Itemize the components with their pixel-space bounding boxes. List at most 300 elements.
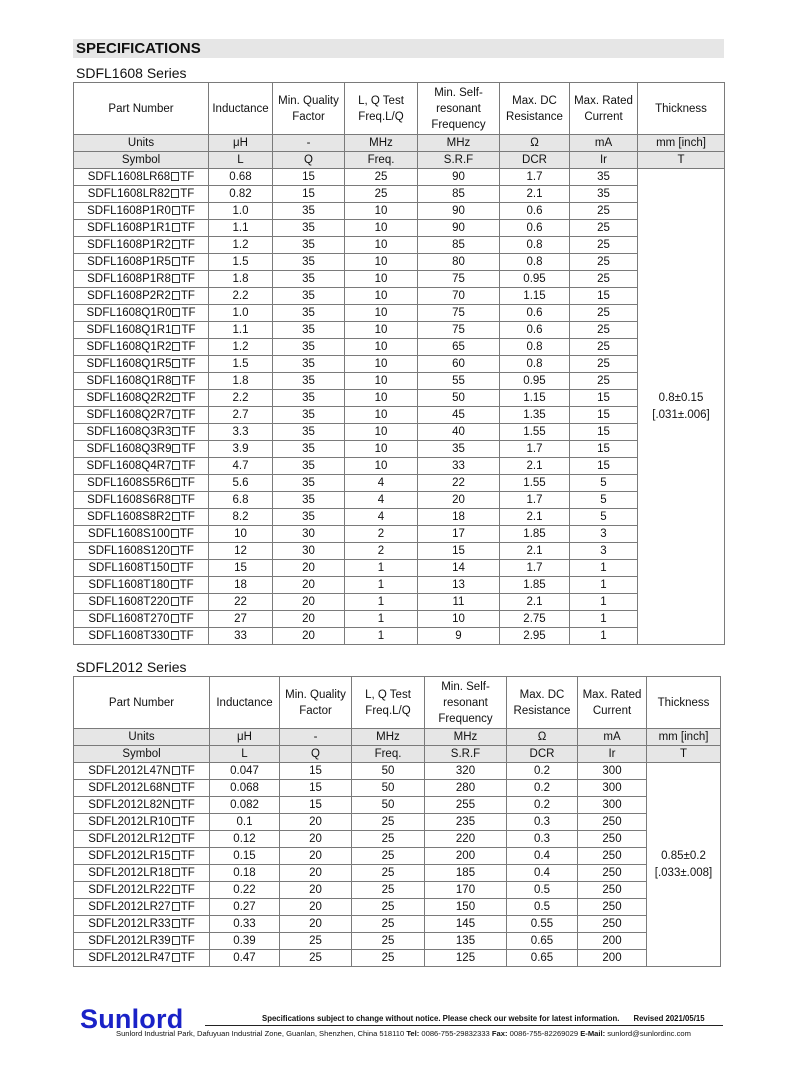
- part-number-cell: [74, 509, 209, 526]
- tolerance-box-icon: [172, 817, 180, 826]
- part-number-cell: [74, 628, 209, 645]
- dcr-cell: 0.6: [500, 203, 570, 220]
- rated-current-cell: 300: [578, 763, 647, 780]
- units-test-freq: MHz: [352, 729, 425, 746]
- part-prefix: SDFL1608S5R6: [87, 476, 171, 489]
- symbol-inductance: L: [209, 152, 273, 169]
- inductance-cell: 18: [209, 577, 273, 594]
- quality-factor-cell: 15: [280, 780, 352, 797]
- tolerance-box-icon: [172, 393, 180, 402]
- inductance-cell: 1.8: [209, 373, 273, 390]
- inductance-cell: 0.082: [210, 797, 280, 814]
- dcr-cell: 1.35: [500, 407, 570, 424]
- units-quality-factor: -: [273, 135, 345, 152]
- part-number-cell: [74, 543, 209, 560]
- part-suffix: TF: [179, 578, 194, 591]
- test-freq-cell: 10: [345, 339, 418, 356]
- part-prefix: SDFL1608S6R8: [87, 493, 171, 506]
- tolerance-box-icon: [172, 834, 180, 843]
- part-prefix: SDFL1608P1R5: [87, 255, 171, 268]
- rated-current-cell: 5: [570, 492, 638, 509]
- test-freq-cell: 1: [345, 594, 418, 611]
- quality-factor-cell: 20: [280, 831, 352, 848]
- part-number-cell: [74, 271, 209, 288]
- tolerance-box-icon: [172, 783, 180, 792]
- test-freq-cell: 1: [345, 628, 418, 645]
- rated-current-cell: 25: [570, 271, 638, 288]
- test-freq-cell: 50: [352, 797, 425, 814]
- sunlord-logo: Sunlord: [80, 1004, 184, 1034]
- test-freq-cell: 10: [345, 288, 418, 305]
- part-prefix: SDFL1608S8R2: [87, 510, 171, 523]
- table-row: [74, 526, 725, 543]
- inductance-cell: 1.1: [209, 220, 273, 237]
- part-number-cell: [74, 526, 209, 543]
- symbol-inductance: L: [210, 746, 280, 763]
- tolerance-box-icon: [172, 919, 180, 928]
- quality-factor-cell: 30: [273, 543, 345, 560]
- part-suffix: TF: [180, 934, 195, 947]
- units-row: [74, 729, 721, 746]
- tolerance-box-icon: [171, 529, 179, 538]
- fax-label: Fax:: [491, 1029, 508, 1038]
- test-freq-cell: 25: [352, 865, 425, 882]
- part-prefix: SDFL2012LR27: [88, 900, 171, 913]
- part-suffix: TF: [180, 289, 195, 302]
- part-prefix: SDFL2012LR47: [88, 951, 171, 964]
- quality-factor-cell: 35: [273, 407, 345, 424]
- dcr-cell: 0.8: [500, 254, 570, 271]
- symbol-row: [74, 152, 725, 169]
- test-freq-cell: 25: [352, 916, 425, 933]
- rated-current-cell: 25: [570, 254, 638, 271]
- table-row: [74, 950, 721, 967]
- specifications-heading: SPECIFICATIONS: [76, 40, 201, 57]
- quality-factor-cell: 20: [280, 899, 352, 916]
- dcr-cell: 0.5: [507, 882, 578, 899]
- units-part-number: Units: [74, 729, 210, 746]
- part-prefix: SDFL1608Q3R3: [86, 425, 172, 438]
- tolerance-box-icon: [172, 444, 180, 453]
- test-freq-cell: 10: [345, 424, 418, 441]
- test-freq-cell: 25: [352, 882, 425, 899]
- rated-current-cell: 250: [578, 865, 647, 882]
- tolerance-box-icon: [171, 614, 179, 623]
- part-suffix: TF: [180, 849, 195, 862]
- part-suffix: TF: [180, 798, 195, 811]
- part-number-cell: [74, 611, 209, 628]
- revised-date: Revised 2021/05/15: [633, 1014, 705, 1023]
- test-freq-cell: 2: [345, 526, 418, 543]
- email-label: E-Mail:: [580, 1029, 606, 1038]
- table-row: [74, 865, 721, 882]
- part-suffix: TF: [180, 951, 195, 964]
- units-test-freq: MHz: [345, 135, 418, 152]
- rated-current-cell: 3: [570, 526, 638, 543]
- srf-cell: 90: [418, 203, 500, 220]
- srf-cell: 15: [418, 543, 500, 560]
- inductance-cell: 22: [209, 594, 273, 611]
- tolerance-box-icon: [172, 885, 180, 894]
- dcr-cell: 0.6: [500, 305, 570, 322]
- inductance-cell: 0.068: [210, 780, 280, 797]
- quality-factor-cell: 35: [273, 220, 345, 237]
- tolerance-box-icon: [171, 597, 179, 606]
- rated-current-cell: 5: [570, 509, 638, 526]
- part-number-cell: [74, 865, 210, 882]
- dcr-cell: 0.6: [500, 220, 570, 237]
- symbol-srf: S.R.F: [418, 152, 500, 169]
- inductance-cell: 2.7: [209, 407, 273, 424]
- tolerance-box-icon: [172, 291, 180, 300]
- thickness-inch: [.033±.008]: [654, 866, 713, 879]
- thickness-mm: 0.8±0.15: [658, 391, 704, 404]
- inductance-cell: 6.8: [209, 492, 273, 509]
- table-row: [74, 899, 721, 916]
- test-freq-cell: 50: [352, 780, 425, 797]
- table-row: [74, 628, 725, 645]
- units-thickness: mm [inch]: [647, 729, 721, 746]
- srf-cell: 45: [418, 407, 500, 424]
- rated-current-cell: 25: [570, 339, 638, 356]
- quality-factor-cell: 20: [280, 882, 352, 899]
- symbol-row: [74, 746, 721, 763]
- quality-factor-cell: 15: [273, 169, 345, 186]
- part-suffix: TF: [180, 476, 195, 489]
- tolerance-box-icon: [172, 342, 180, 351]
- part-number-cell: [74, 916, 210, 933]
- part-number-cell: [74, 831, 210, 848]
- rated-current-cell: 35: [570, 169, 638, 186]
- quality-factor-cell: 20: [273, 628, 345, 645]
- units-dcr: Ω: [500, 135, 570, 152]
- inductance-cell: 0.15: [210, 848, 280, 865]
- part-prefix: SDFL1608T150: [88, 561, 170, 574]
- part-prefix: SDFL1608T220: [88, 595, 170, 608]
- part-suffix: TF: [181, 374, 196, 387]
- inductance-cell: 0.33: [210, 916, 280, 933]
- table-row: [74, 780, 721, 797]
- part-prefix: SDFL2012LR39: [88, 934, 171, 947]
- inductance-cell: 5.6: [209, 475, 273, 492]
- symbol-test-freq: Freq.: [352, 746, 425, 763]
- srf-cell: 75: [418, 322, 500, 339]
- header-rated-current: Max. Rated Current: [570, 83, 638, 135]
- units-rated-current: mA: [570, 135, 638, 152]
- part-number-cell: [74, 492, 209, 509]
- part-prefix: SDFL1608Q1R8: [86, 374, 172, 387]
- test-freq-cell: 25: [352, 899, 425, 916]
- header-inductance: Inductance: [209, 83, 273, 135]
- rated-current-cell: 250: [578, 831, 647, 848]
- tel-value: 0086-755-29832333: [421, 1029, 490, 1038]
- srf-cell: 50: [418, 390, 500, 407]
- dcr-cell: 1.55: [500, 475, 570, 492]
- part-number-cell: [74, 407, 209, 424]
- table-header-row: [74, 83, 725, 135]
- test-freq-cell: 10: [345, 407, 418, 424]
- header-quality-factor: Min. Quality Factor: [280, 677, 352, 729]
- inductance-cell: 4.7: [209, 458, 273, 475]
- part-suffix: TF: [180, 493, 195, 506]
- rated-current-cell: 25: [570, 203, 638, 220]
- tolerance-box-icon: [172, 936, 180, 945]
- part-suffix: TF: [181, 323, 196, 336]
- quality-factor-cell: 30: [273, 526, 345, 543]
- dcr-cell: 1.15: [500, 288, 570, 305]
- tolerance-box-icon: [172, 851, 180, 860]
- series-title-sdfl1608: SDFL1608 Series: [76, 65, 187, 81]
- part-number-cell: [74, 899, 210, 916]
- table-row: [74, 797, 721, 814]
- tel-label: Tel:: [406, 1029, 420, 1038]
- table-row: [74, 475, 725, 492]
- rated-current-cell: 15: [570, 424, 638, 441]
- part-number-cell: [74, 186, 209, 203]
- test-freq-cell: 2: [345, 543, 418, 560]
- part-suffix: TF: [179, 629, 194, 642]
- rated-current-cell: 25: [570, 356, 638, 373]
- units-row: [74, 135, 725, 152]
- tolerance-box-icon: [172, 800, 180, 809]
- test-freq-cell: 4: [345, 492, 418, 509]
- part-number-cell: [74, 254, 209, 271]
- part-suffix: TF: [180, 815, 195, 828]
- table-row: [74, 594, 725, 611]
- header-test-freq: L, Q Test Freq.L/Q: [345, 83, 418, 135]
- rated-current-cell: 1: [570, 577, 638, 594]
- rated-current-cell: 1: [570, 611, 638, 628]
- quality-factor-cell: 20: [280, 814, 352, 831]
- quality-factor-cell: 20: [280, 848, 352, 865]
- test-freq-cell: 25: [345, 169, 418, 186]
- part-prefix: SDFL1608P2R2: [87, 289, 171, 302]
- test-freq-cell: 10: [345, 254, 418, 271]
- table-row: [74, 288, 725, 305]
- srf-cell: 60: [418, 356, 500, 373]
- notice-text: Specifications subject to change without notice. Please check our website for latest information.: [262, 1014, 620, 1023]
- part-suffix: TF: [180, 917, 195, 930]
- thickness-cell: [647, 763, 721, 967]
- rated-current-cell: 250: [578, 814, 647, 831]
- table-row: [74, 933, 721, 950]
- table-row: [74, 339, 725, 356]
- srf-cell: 13: [418, 577, 500, 594]
- footer-address: [116, 1029, 691, 1038]
- inductance-cell: 8.2: [209, 509, 273, 526]
- part-prefix: SDFL1608LR82: [87, 187, 171, 200]
- dcr-cell: 2.1: [500, 186, 570, 203]
- part-number-cell: [74, 458, 209, 475]
- part-number-cell: [74, 288, 209, 305]
- part-suffix: TF: [179, 595, 194, 608]
- tolerance-box-icon: [171, 580, 179, 589]
- tolerance-box-icon: [171, 631, 179, 640]
- tolerance-box-icon: [172, 427, 180, 436]
- tolerance-box-icon: [172, 308, 180, 317]
- test-freq-cell: 10: [345, 271, 418, 288]
- quality-factor-cell: 20: [280, 916, 352, 933]
- part-suffix: TF: [181, 340, 196, 353]
- part-suffix: TF: [181, 442, 196, 455]
- table-row: [74, 509, 725, 526]
- dcr-cell: 0.8: [500, 237, 570, 254]
- quality-factor-cell: 15: [280, 797, 352, 814]
- thickness-cell: [638, 169, 725, 645]
- part-suffix: TF: [179, 561, 194, 574]
- part-number-cell: [74, 577, 209, 594]
- rated-current-cell: 200: [578, 933, 647, 950]
- table-row: [74, 254, 725, 271]
- quality-factor-cell: 25: [280, 950, 352, 967]
- rated-current-cell: 15: [570, 441, 638, 458]
- part-suffix: TF: [180, 883, 195, 896]
- part-number-cell: [74, 814, 210, 831]
- part-number-cell: [74, 305, 209, 322]
- part-suffix: TF: [179, 527, 194, 540]
- header-part-number: Part Number: [74, 83, 209, 135]
- quality-factor-cell: 35: [273, 441, 345, 458]
- part-number-cell: [74, 220, 209, 237]
- symbol-part-number: Symbol: [74, 746, 210, 763]
- inductance-cell: 10: [209, 526, 273, 543]
- dcr-cell: 0.65: [507, 950, 578, 967]
- table-row: [74, 543, 725, 560]
- tolerance-box-icon: [172, 376, 180, 385]
- srf-cell: 235: [425, 814, 507, 831]
- table-row: [74, 424, 725, 441]
- inductance-cell: 1.1: [209, 322, 273, 339]
- series-title-sdfl2012: SDFL2012 Series: [76, 659, 187, 675]
- srf-cell: 65: [418, 339, 500, 356]
- part-prefix: SDFL1608Q2R2: [86, 391, 172, 404]
- part-number-cell: [74, 424, 209, 441]
- inductance-cell: 1.2: [209, 237, 273, 254]
- footer-divider: [205, 1025, 723, 1026]
- units-rated-current: mA: [578, 729, 647, 746]
- quality-factor-cell: 20: [280, 865, 352, 882]
- address-text: Sunlord Industrial Park, Dafuyuan Industrial Zone, Guanlan, Shenzhen, China 518110: [116, 1029, 405, 1038]
- table-row: [74, 186, 725, 203]
- part-number-cell: [74, 933, 210, 950]
- units-inductance: μH: [210, 729, 280, 746]
- test-freq-cell: 1: [345, 611, 418, 628]
- srf-cell: 11: [418, 594, 500, 611]
- quality-factor-cell: 20: [273, 594, 345, 611]
- dcr-cell: 2.1: [500, 594, 570, 611]
- inductance-cell: 15: [209, 560, 273, 577]
- header-test-freq: L, Q Test Freq.L/Q: [352, 677, 425, 729]
- dcr-cell: 2.1: [500, 543, 570, 560]
- tolerance-box-icon: [171, 546, 179, 555]
- dcr-cell: 0.95: [500, 271, 570, 288]
- srf-cell: 255: [425, 797, 507, 814]
- tolerance-box-icon: [172, 868, 180, 877]
- tolerance-box-icon: [171, 189, 179, 198]
- tolerance-box-icon: [172, 953, 180, 962]
- dcr-cell: 2.1: [500, 458, 570, 475]
- inductance-cell: 0.1: [210, 814, 280, 831]
- srf-cell: 35: [418, 441, 500, 458]
- part-number-cell: [74, 203, 209, 220]
- test-freq-cell: 10: [345, 305, 418, 322]
- srf-cell: 135: [425, 933, 507, 950]
- part-prefix: SDFL1608Q1R5: [86, 357, 172, 370]
- srf-cell: 200: [425, 848, 507, 865]
- quality-factor-cell: 35: [273, 203, 345, 220]
- dcr-cell: 0.95: [500, 373, 570, 390]
- test-freq-cell: 25: [352, 933, 425, 950]
- symbol-part-number: Symbol: [74, 152, 209, 169]
- tolerance-box-icon: [172, 512, 180, 521]
- part-number-cell: [74, 950, 210, 967]
- srf-cell: 55: [418, 373, 500, 390]
- header-thickness: Thickness: [647, 677, 721, 729]
- table-row: [74, 407, 725, 424]
- part-prefix: SDFL2012LR10: [88, 815, 171, 828]
- rated-current-cell: 250: [578, 916, 647, 933]
- tolerance-box-icon: [172, 359, 180, 368]
- quality-factor-cell: 35: [273, 271, 345, 288]
- part-suffix: TF: [181, 425, 196, 438]
- part-suffix: TF: [181, 391, 196, 404]
- units-part-number: Units: [74, 135, 209, 152]
- srf-cell: 33: [418, 458, 500, 475]
- srf-cell: 185: [425, 865, 507, 882]
- test-freq-cell: 10: [345, 390, 418, 407]
- part-number-cell: [74, 763, 210, 780]
- table-row: [74, 441, 725, 458]
- dcr-cell: 1.7: [500, 441, 570, 458]
- table-row: [74, 305, 725, 322]
- tolerance-box-icon: [172, 478, 180, 487]
- inductance-cell: 2.2: [209, 390, 273, 407]
- part-suffix: TF: [180, 255, 195, 268]
- srf-cell: 70: [418, 288, 500, 305]
- srf-cell: 14: [418, 560, 500, 577]
- inductance-cell: 3.3: [209, 424, 273, 441]
- tolerance-box-icon: [172, 410, 180, 419]
- test-freq-cell: 50: [352, 763, 425, 780]
- part-prefix: SDFL1608T270: [88, 612, 170, 625]
- test-freq-cell: 25: [352, 831, 425, 848]
- units-inductance: μH: [209, 135, 273, 152]
- inductance-cell: 3.9: [209, 441, 273, 458]
- dcr-cell: 0.8: [500, 339, 570, 356]
- inductance-cell: 1.5: [209, 356, 273, 373]
- tolerance-box-icon: [172, 766, 180, 775]
- test-freq-cell: 10: [345, 373, 418, 390]
- units-dcr: Ω: [507, 729, 578, 746]
- inductance-cell: 0.12: [210, 831, 280, 848]
- part-suffix: TF: [181, 459, 196, 472]
- quality-factor-cell: 35: [273, 390, 345, 407]
- dcr-cell: 2.95: [500, 628, 570, 645]
- inductance-cell: 1.2: [209, 339, 273, 356]
- dcr-cell: 1.15: [500, 390, 570, 407]
- rated-current-cell: 25: [570, 305, 638, 322]
- srf-cell: 17: [418, 526, 500, 543]
- dcr-cell: 0.2: [507, 763, 578, 780]
- header-quality-factor: Min. Quality Factor: [273, 83, 345, 135]
- quality-factor-cell: 35: [273, 424, 345, 441]
- quality-factor-cell: 35: [273, 509, 345, 526]
- part-prefix: SDFL2012LR18: [88, 866, 171, 879]
- spec-table-sdfl2012: [73, 676, 721, 967]
- part-number-cell: [74, 797, 210, 814]
- part-number-cell: [74, 169, 209, 186]
- part-prefix: SDFL1608P1R1: [87, 221, 171, 234]
